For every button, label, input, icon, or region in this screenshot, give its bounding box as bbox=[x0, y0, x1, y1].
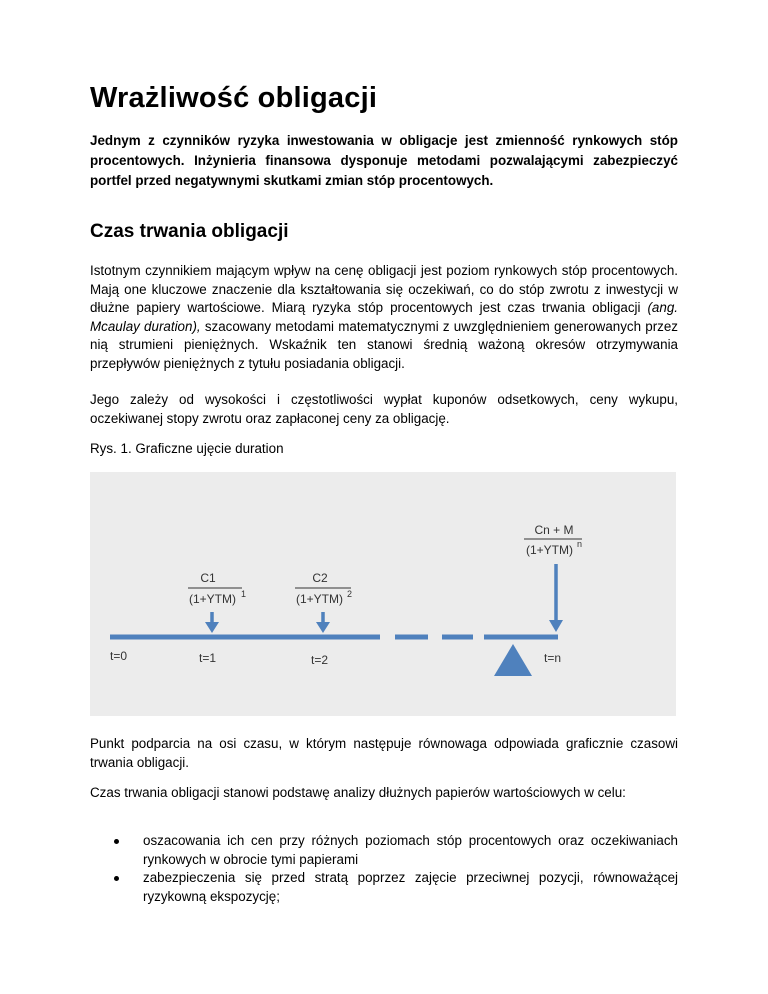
paragraph-analysis: Czas trwania obligacji stanowi podstawę analizy dłużnych papierów wartościowych w celu: bbox=[90, 785, 626, 800]
paragraph-text: Istotnym czynnikiem mającym wpływ na cenę obligacji jest poziom rynkowych stóp procentowych. Mają one kluczowe znaczenie dla kształtowania się oczekiwań, co do stóp zwrotu z inwestycji w dłużne papiery wartościowe. Miarą ryzyka stóp procentowych jest czas trwania obligacji bbox=[90, 263, 678, 315]
duration-diagram-svg bbox=[90, 472, 676, 716]
fraction-1-denominator: (1+YTM) bbox=[189, 592, 237, 606]
list-item bbox=[90, 869, 678, 906]
fraction-1-numerator: C1 bbox=[200, 571, 216, 585]
paragraph-italic-term: (ang. Mcaulay duration), bbox=[90, 300, 678, 334]
bullet-icon bbox=[114, 876, 119, 881]
fraction-1-exponent: 1 bbox=[241, 589, 247, 599]
list-item-text: zabezpieczenia się przed stratą poprzez zajęcie przeciwnej pozycji, równoważącej ryzykowną ekspozycję; bbox=[143, 870, 678, 904]
arrow-down-icon bbox=[549, 564, 563, 632]
fraction-n-denominator: (1+YTM) bbox=[526, 543, 574, 557]
time-label-t1: t=1 bbox=[199, 651, 217, 665]
fraction-2-denominator: (1+YTM) bbox=[296, 592, 344, 606]
paragraph-duration-factors: Jego zależy od wysokości i częstotliwości wypłat kuponów odsetkowych, ceny wykupu, oczekiwanej stopy zwrotu oraz zapłaconej ceny za obligację. bbox=[90, 392, 678, 426]
time-label-t0: t=0 bbox=[110, 649, 128, 663]
section-heading: Czas trwania obligacji bbox=[90, 221, 289, 242]
bullet-icon bbox=[114, 839, 119, 844]
fulcrum-triangle bbox=[494, 644, 532, 676]
time-label-t2: t=2 bbox=[311, 653, 329, 667]
figure-caption: Rys. 1. Graficzne ujęcie duration bbox=[90, 441, 284, 456]
fraction-2-exponent: 2 bbox=[347, 589, 353, 599]
time-label-tn: t=n bbox=[544, 651, 562, 665]
page-title: Wrażliwość obligacji bbox=[90, 82, 378, 114]
arrow-down-icon bbox=[205, 612, 219, 633]
paragraph-duration-intro bbox=[90, 262, 678, 373]
duration-diagram bbox=[90, 472, 676, 716]
lead-paragraph: Jednym z czynników ryzyka inwestowania w obligacje jest zmienność rynkowych stóp procentowych. Inżynieria finansowa dysponuje metodami pozwalającymi zabezpieczyć portfel przed negatywnymi skutkami zmian stóp procentowych. bbox=[90, 133, 678, 188]
bullet-list bbox=[90, 832, 678, 906]
arrow-down-icon bbox=[316, 612, 330, 633]
fraction-n-exponent: n bbox=[577, 539, 583, 549]
fraction-n-numerator: Cn + M bbox=[534, 523, 574, 537]
paragraph-fulcrum: Punkt podparcia na osi czasu, w którym następuje równowaga odpowiada graficznie czasowi trwania obligacji. bbox=[90, 736, 678, 770]
list-item-text: oszacowania ich cen przy różnych poziomach stóp procentowych oraz oczekiwaniach rynkowych w obrocie tymi papierami bbox=[143, 833, 678, 867]
paragraph-text: szacowany metodami matematycznymi z uwzględnieniem generowanych przez nią strumieni pieniężnych. Wskaźnik ten stanowi średnią ważoną okresów otrzymywania przepływów pieniężnych z tytułu posiadania obligacji. bbox=[90, 318, 678, 371]
fraction-2-numerator: C2 bbox=[312, 571, 328, 585]
list-item bbox=[90, 832, 678, 869]
